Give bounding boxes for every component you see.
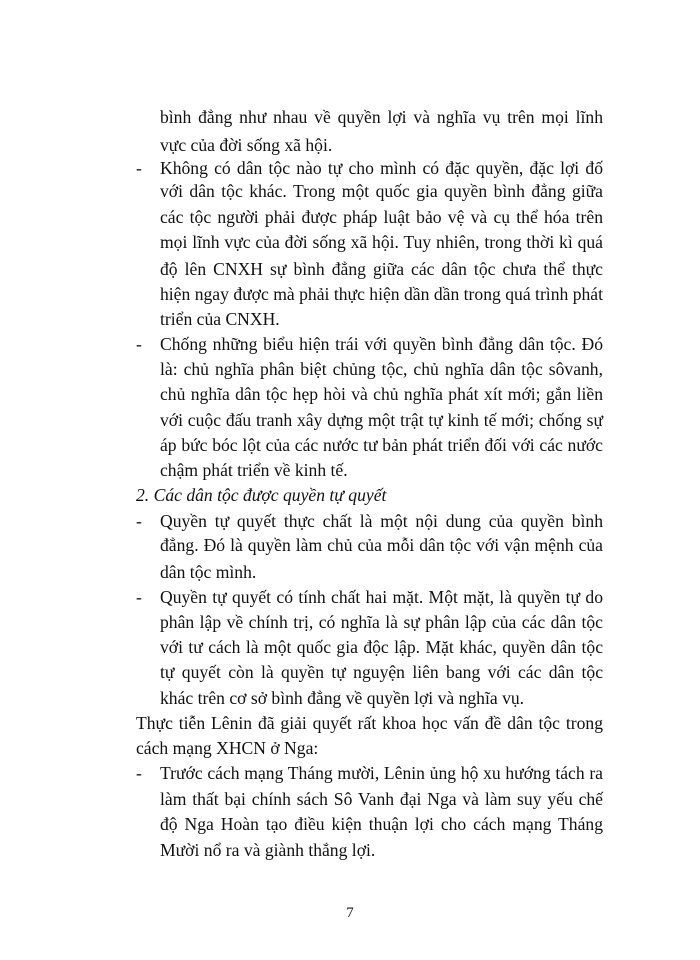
text-line: chậm phát triển về kinh tế. (160, 460, 348, 480)
section-heading: 2. Các dân tộc được quyền tự quyết (136, 485, 387, 505)
text-line: Mười nổ ra và giành thắng lợi. (160, 840, 376, 860)
text-line: chủ nghĩa dân tộc hẹp hòi và chủ nghĩa phát xít mới; gắn liền (160, 384, 603, 404)
text-line: hiện ngay được mà phải thực hiện dần dần trong quá trình phát (160, 284, 603, 304)
text-line: Quyền tự quyết có tính chất hai mặt. Một mặt, là quyền tự do (160, 587, 603, 607)
text-line: làm thất bại chính sách Sô Vanh đại Nga và làm suy yếu chế (160, 789, 603, 809)
text-line: với dân tộc khác. Trong một quốc gia quyền bình đẳng giữa (160, 181, 603, 201)
text-line: vực của đời sống xã hội. (160, 135, 333, 155)
text-line: mọi lĩnh vực của đời sống xã hội. Tuy nhiên, trong thời kì quá (160, 232, 603, 252)
text-line: là: chủ nghĩa phân biệt chủng tộc, chủ nghĩa dân tộc sôvanh, (160, 359, 603, 379)
text-line: Quyền tự quyết thực chất là một nội dung của quyền bình (160, 511, 603, 531)
text-line: cách mạng XHCN ở Nga: (136, 738, 319, 758)
text-line: Chống những biểu hiện trái với quyền bình đẳng dân tộc. Đó (160, 334, 603, 354)
text-line: Không có dân tộc nào tự cho mình có đặc quyền, đặc lợi đố (160, 158, 603, 178)
bullet-dash: - (136, 511, 142, 531)
text-line: đẳng. Đó là quyền làm chủ của mỗi dân tộc với vận mệnh của (160, 535, 603, 555)
text-line: Trước cách mạng Tháng mười, Lênin ủng hộ xu hướng tách ra (160, 763, 603, 783)
text-line: các tộc người phải được pháp luật bảo vệ và cụ thể hóa trên (160, 207, 603, 227)
text-line: Thực tiễn Lênin đã giải quyết rất khoa học vấn đề dân tộc trong (136, 713, 603, 733)
text-line: với cuộc đấu tranh xây dựng một trật tự kinh tế mới; chống sự (160, 410, 603, 430)
text-line: phân lập về chính trị, có nghĩa là sự phân lập của các dân tộc (160, 612, 603, 632)
text-line: triển của CNXH. (160, 309, 280, 329)
text-line: bình đẳng như nhau về quyền lợi và nghĩa vụ trên mọi lĩnh (160, 107, 603, 127)
text-line: độ lên CNXH sự bình đẳng giữa các dân tộc chưa thể thực (160, 259, 603, 279)
text-line: dân tộc mình. (160, 562, 257, 582)
bullet-dash: - (136, 763, 142, 783)
page-number: 7 (346, 905, 354, 921)
text-line: với tư cách là một quốc gia độc lập. Mặt khác, quyền dân tộc (160, 637, 603, 657)
bullet-dash: - (136, 587, 142, 607)
text-line: khác trên cơ sở bình đẳng về quyền lợi và nghĩa vụ. (160, 688, 525, 708)
text-line: tự quyết còn là quyền tự nguyện liên bang với các dân tộc (160, 662, 603, 682)
text-line: độ Nga Hoàn tạo điều kiện thuận lợi cho cách mạng Tháng (160, 814, 603, 834)
text-line: áp bức bóc lột của các nước tư bản phát triển đối với các nước (160, 435, 603, 455)
bullet-dash: - (136, 334, 142, 354)
bullet-dash: - (136, 158, 142, 178)
